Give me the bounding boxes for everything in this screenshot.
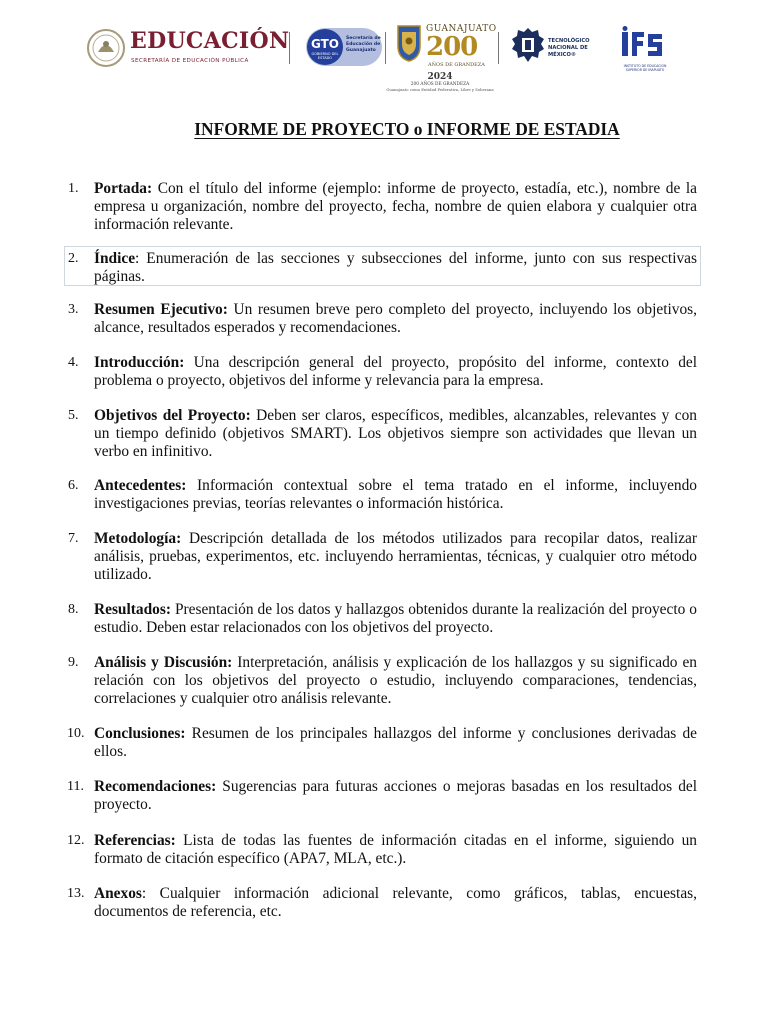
list-item [68,654,697,708]
guanajuato-caption: 200 AÑOS DE GRANDEZA [410,82,470,87]
item-label: Análisis y Discusión: [94,654,233,671]
list-item [68,407,697,461]
list-item [68,301,697,337]
item-number: 6. [68,478,79,493]
item-label: Conclusiones: [94,725,186,742]
gto-badge-text: GTO [310,37,340,51]
guanajuato-years: AÑOS DE GRANDEZA [428,62,485,68]
ies-text: INSTITUTO DE EDUCACIÓN SUPERIOR DE IRAPUATO [623,64,667,73]
item-label: Resumen Ejecutivo: [94,301,228,318]
guanajuato-year: 2024 [427,72,453,82]
item-label: Índice [94,250,136,267]
header-logos [0,18,768,96]
item-text: Sugerencias para futuras acciones o mejoras basadas en los resultados del proyecto. [94,778,697,813]
guanajuato-name: GUANAJUATO [426,24,497,34]
item-text: Lista de todas las fuentes de información citadas en el informe, siguiendo un formato de citación específico (APA7, MLA, etc.). [94,832,697,867]
item-number: 8. [68,602,79,617]
list-item [67,725,697,761]
logo-divider [498,32,499,64]
item-number: 11. [67,779,84,794]
guanajuato-200-logo [378,22,502,94]
tecnm-logo [510,26,600,66]
guanajuato-200: 200 [426,32,478,62]
item-number: 13. [67,886,85,901]
item-label: Antecedentes: [94,477,187,494]
guanajuato-caption-sub: Guanajuato como Entidad Federativa, Libre y Soberana [386,87,494,92]
guanajuato-shield-icon [396,24,422,62]
item-number: 3. [68,302,79,317]
item-text: Información contextual sobre el tema tratado en el informe, incluyendo investigaciones previas, teorías relevantes o información histórica. [94,477,697,512]
item-label: Objetivos del Proyecto: [94,407,251,424]
list-item [67,832,697,868]
document-title: INFORME DE PROYECTO o INFORME DE ESTADIA [194,119,620,139]
item-number: 10. [67,726,85,741]
item-text: Descripción detallada de los métodos utilizados para recopilar datos, realizar análisis, pruebas, experimentos, etc. incluyendo herramientas, técnicas, y cualquier otro método utilizado. [94,530,697,583]
list-item [68,180,697,234]
item-label: Referencias: [94,832,176,849]
gto-badge [307,29,343,65]
item-text: Resumen de los principales hallazgos del informe y conclusiones derivadas de ellos. [94,725,697,760]
list-item [68,354,697,390]
item-number: 2. [68,251,79,266]
list-item [67,778,697,814]
item-number: 7. [68,531,79,546]
item-number: 9. [68,655,79,670]
item-text: : Enumeración de las secciones y subsecciones del informe, junto con sus respectivas páginas. [94,250,697,285]
item-label: Resultados: [94,601,171,618]
item-label: Portada: [94,180,153,197]
item-number: 5. [68,408,79,423]
item-label: Introducción: [94,354,185,371]
educacion-title: EDUCACIÓN [130,28,290,54]
tecnm-text: TECNOLÓGICO NACIONAL DE MÉXICO® [548,38,590,58]
item-number: 12. [67,833,85,848]
item-text: Con el título del informe (ejemplo: informe de proyecto, estadía, etc.), nombre de la empresa u organización, nombre del proyecto, fecha, nombre de quien elabora y cualquier otra información relevante. [94,180,697,233]
item-text: Interpretación, análisis y explicación de los hallazgos y su significado en relación con los objetivos del proyecto o estudio, incluyendo comparaciones, tendencias, correlaciones y cualquier otro análisis relevante. [94,654,697,707]
item-label: Metodología: [94,530,182,547]
logo-divider [289,32,290,64]
item-text: Deben ser claros, específicos, medibles, alcanzables, relevantes y con un tiempo definido (objetivos SMART). Los objetivos siempre son actividades que llevan un verbo en infinitivo. [94,407,697,460]
mexico-seal-icon [86,28,126,68]
list-item [68,250,697,286]
item-number: 4. [68,355,79,370]
list-item [67,885,697,921]
list-item [68,477,697,513]
list-item [68,601,697,637]
item-text: Un resumen breve pero completo del proyecto, incluyendo los objetivos, alcance, resultados esperados y recomendaciones. [94,301,697,336]
item-label: Recomendaciones: [94,778,217,795]
item-label: Anexos [94,885,142,902]
ies-logo [618,26,672,84]
item-number: 1. [68,181,79,196]
ies-mark-icon [620,26,666,60]
tecnm-gear-icon [510,26,546,66]
item-text: : Cualquier información adicional relevante, como gráficos, tablas, encuestas, documentos de referencia, etc. [94,885,697,920]
gto-text: Secretaría de Educación de Guanajuato [346,36,381,53]
list-item [68,530,697,584]
gto-logo [306,28,382,66]
educacion-subtitle: SECRETARÍA DE EDUCACIÓN PÚBLICA [131,58,249,64]
educacion-logo [86,26,290,72]
item-text: Una descripción general del proyecto, propósito del informe, contexto del problema o proyecto, objetivos del informe y relevancia para la empresa. [94,354,697,389]
item-text: Presentación de los datos y hallazgos obtenidos durante la realización del proyecto o estudio. Deben estar relacionados con los objetivos del proyecto. [94,601,697,636]
gto-badge-subtext: GOBIERNO DEL ESTADO [311,52,339,60]
